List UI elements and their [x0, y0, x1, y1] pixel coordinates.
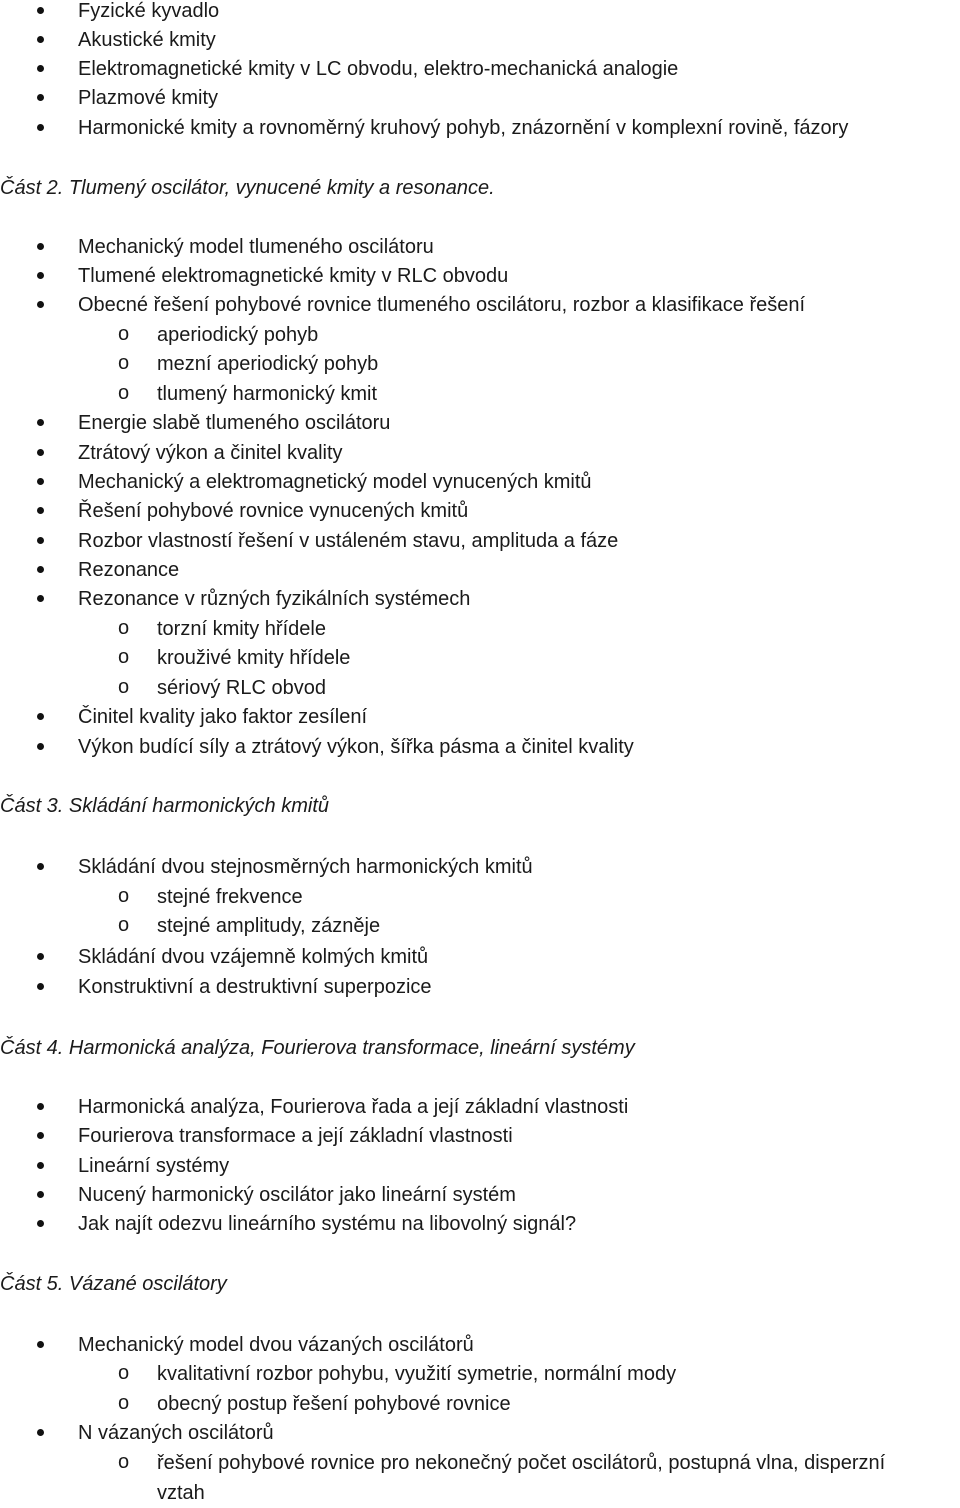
- sub-bullet-icon: o: [118, 352, 130, 374]
- bullet-icon: [37, 124, 44, 131]
- sub-bullet-icon: o: [118, 676, 130, 698]
- bullet-icon: [37, 65, 44, 72]
- bullet-icon: [37, 272, 44, 279]
- document-page: Fyzické kyvadlo Akustické kmity Elektromagnetické kmity v LC obvodu, elektro-mechanická analogie Plazmové kmity Harmonické kmity a rovnoměrný kruhový pohyb, znázornění v komplexní rovině, fázory Část 2. Tlumený oscilátor, vynucené kmity a resonance. Mechanický model tlumeného oscilátoru Tlumené elektromagnetické kmity v RLC obvodu Obecné řešení pohybové rovnice tlumeného oscilátoru, rozbor a klasifikace řešení o aperiodický pohyb o mezní aperiodický pohyb o tlumený harmonický kmit Energie slabě tlumeného oscilátoru Ztrátový výkon a činitel kvality Mechanický a elektromagnetický model vynucených kmitů Řešení pohybové rovnice vynucených kmitů Rozbor vlastností řešení v ustáleném stavu, amplituda a fáze Rezonance Rezonance v různých fyzikálních systémech o torzní kmity hřídele o krouživé kmity hřídele o sériový RLC obvod Činitel kvality jako faktor zesílení Výkon budící síly a ztrátový výkon, šířka pásma a činitel kvality Část 3. Skládání harmonických kmitů Skládání dvou stejnosměrných harmonických kmitů o stejné frekvence o stejné amplitudy, zázněje Skládání dvou vzájemně kolmých kmitů Konstruktivní a destruktivní superpozice Část 4. Harmonická analýza, Fourierova transformace, lineární systémy Harmonická analýza, Fourierova řada a její základní vlastnosti Fourierova transformace a její základní vlastnosti Lineární systémy Nucený harmonický oscilátor jako lineární systém Jak najít odezvu lineárního systému na libovolný signál? Část 5. Vázané oscilátory Mechanický model dvou vázaných oscilátorů o kvalitativní rozbor pohybu, využití symetrie, normální mody o obecný postup řešení pohybové rovnice N vázaných oscilátorů o řešení pohybové rovnice pro nekonečný počet oscilátorů, postupná vlna, disperzní vztah: [0, 0, 886, 1504]
- bullet-icon: [37, 566, 44, 573]
- sub-bullet-icon: o: [118, 382, 130, 404]
- sub-bullet-icon: o: [118, 914, 130, 936]
- bullet-icon: [37, 743, 44, 750]
- sub-bullet-icon: o: [118, 323, 130, 345]
- sub-bullet-icon: o: [118, 617, 130, 639]
- bullet-icon: [37, 1162, 44, 1169]
- bullet-icon: [37, 595, 44, 602]
- bullet-icon: [37, 419, 44, 426]
- bullet-icon: [37, 953, 44, 960]
- bullet-icon: [37, 301, 44, 308]
- sub-bullet-icon: o: [118, 1451, 130, 1473]
- bullet-icon: [37, 449, 44, 456]
- bullet-icon: [37, 94, 44, 101]
- bullet-icon: [37, 1220, 44, 1227]
- bullet-icon: [37, 1191, 44, 1198]
- sub-bullet-icon: o: [118, 646, 130, 668]
- bullet-icon: [37, 36, 44, 43]
- bullet-icon: [37, 1429, 44, 1436]
- bullet-icon: [37, 243, 44, 250]
- bullet-icon: [37, 1103, 44, 1110]
- sub-bullet-icon: o: [118, 885, 130, 907]
- sub-bullet-icon: o: [118, 1392, 130, 1414]
- sub-bullet-icon: o: [118, 1362, 130, 1384]
- bullet-icon: [37, 507, 44, 514]
- bullet-icon: [37, 537, 44, 544]
- bullet-icon: [37, 1341, 44, 1348]
- bullet-icon: [37, 713, 44, 720]
- bullet-icon: [37, 478, 44, 485]
- bullet-icon: [37, 863, 44, 870]
- bullet-icon: [37, 7, 44, 14]
- bullet-icon: [37, 1132, 44, 1139]
- bullet-icon: [37, 983, 44, 990]
